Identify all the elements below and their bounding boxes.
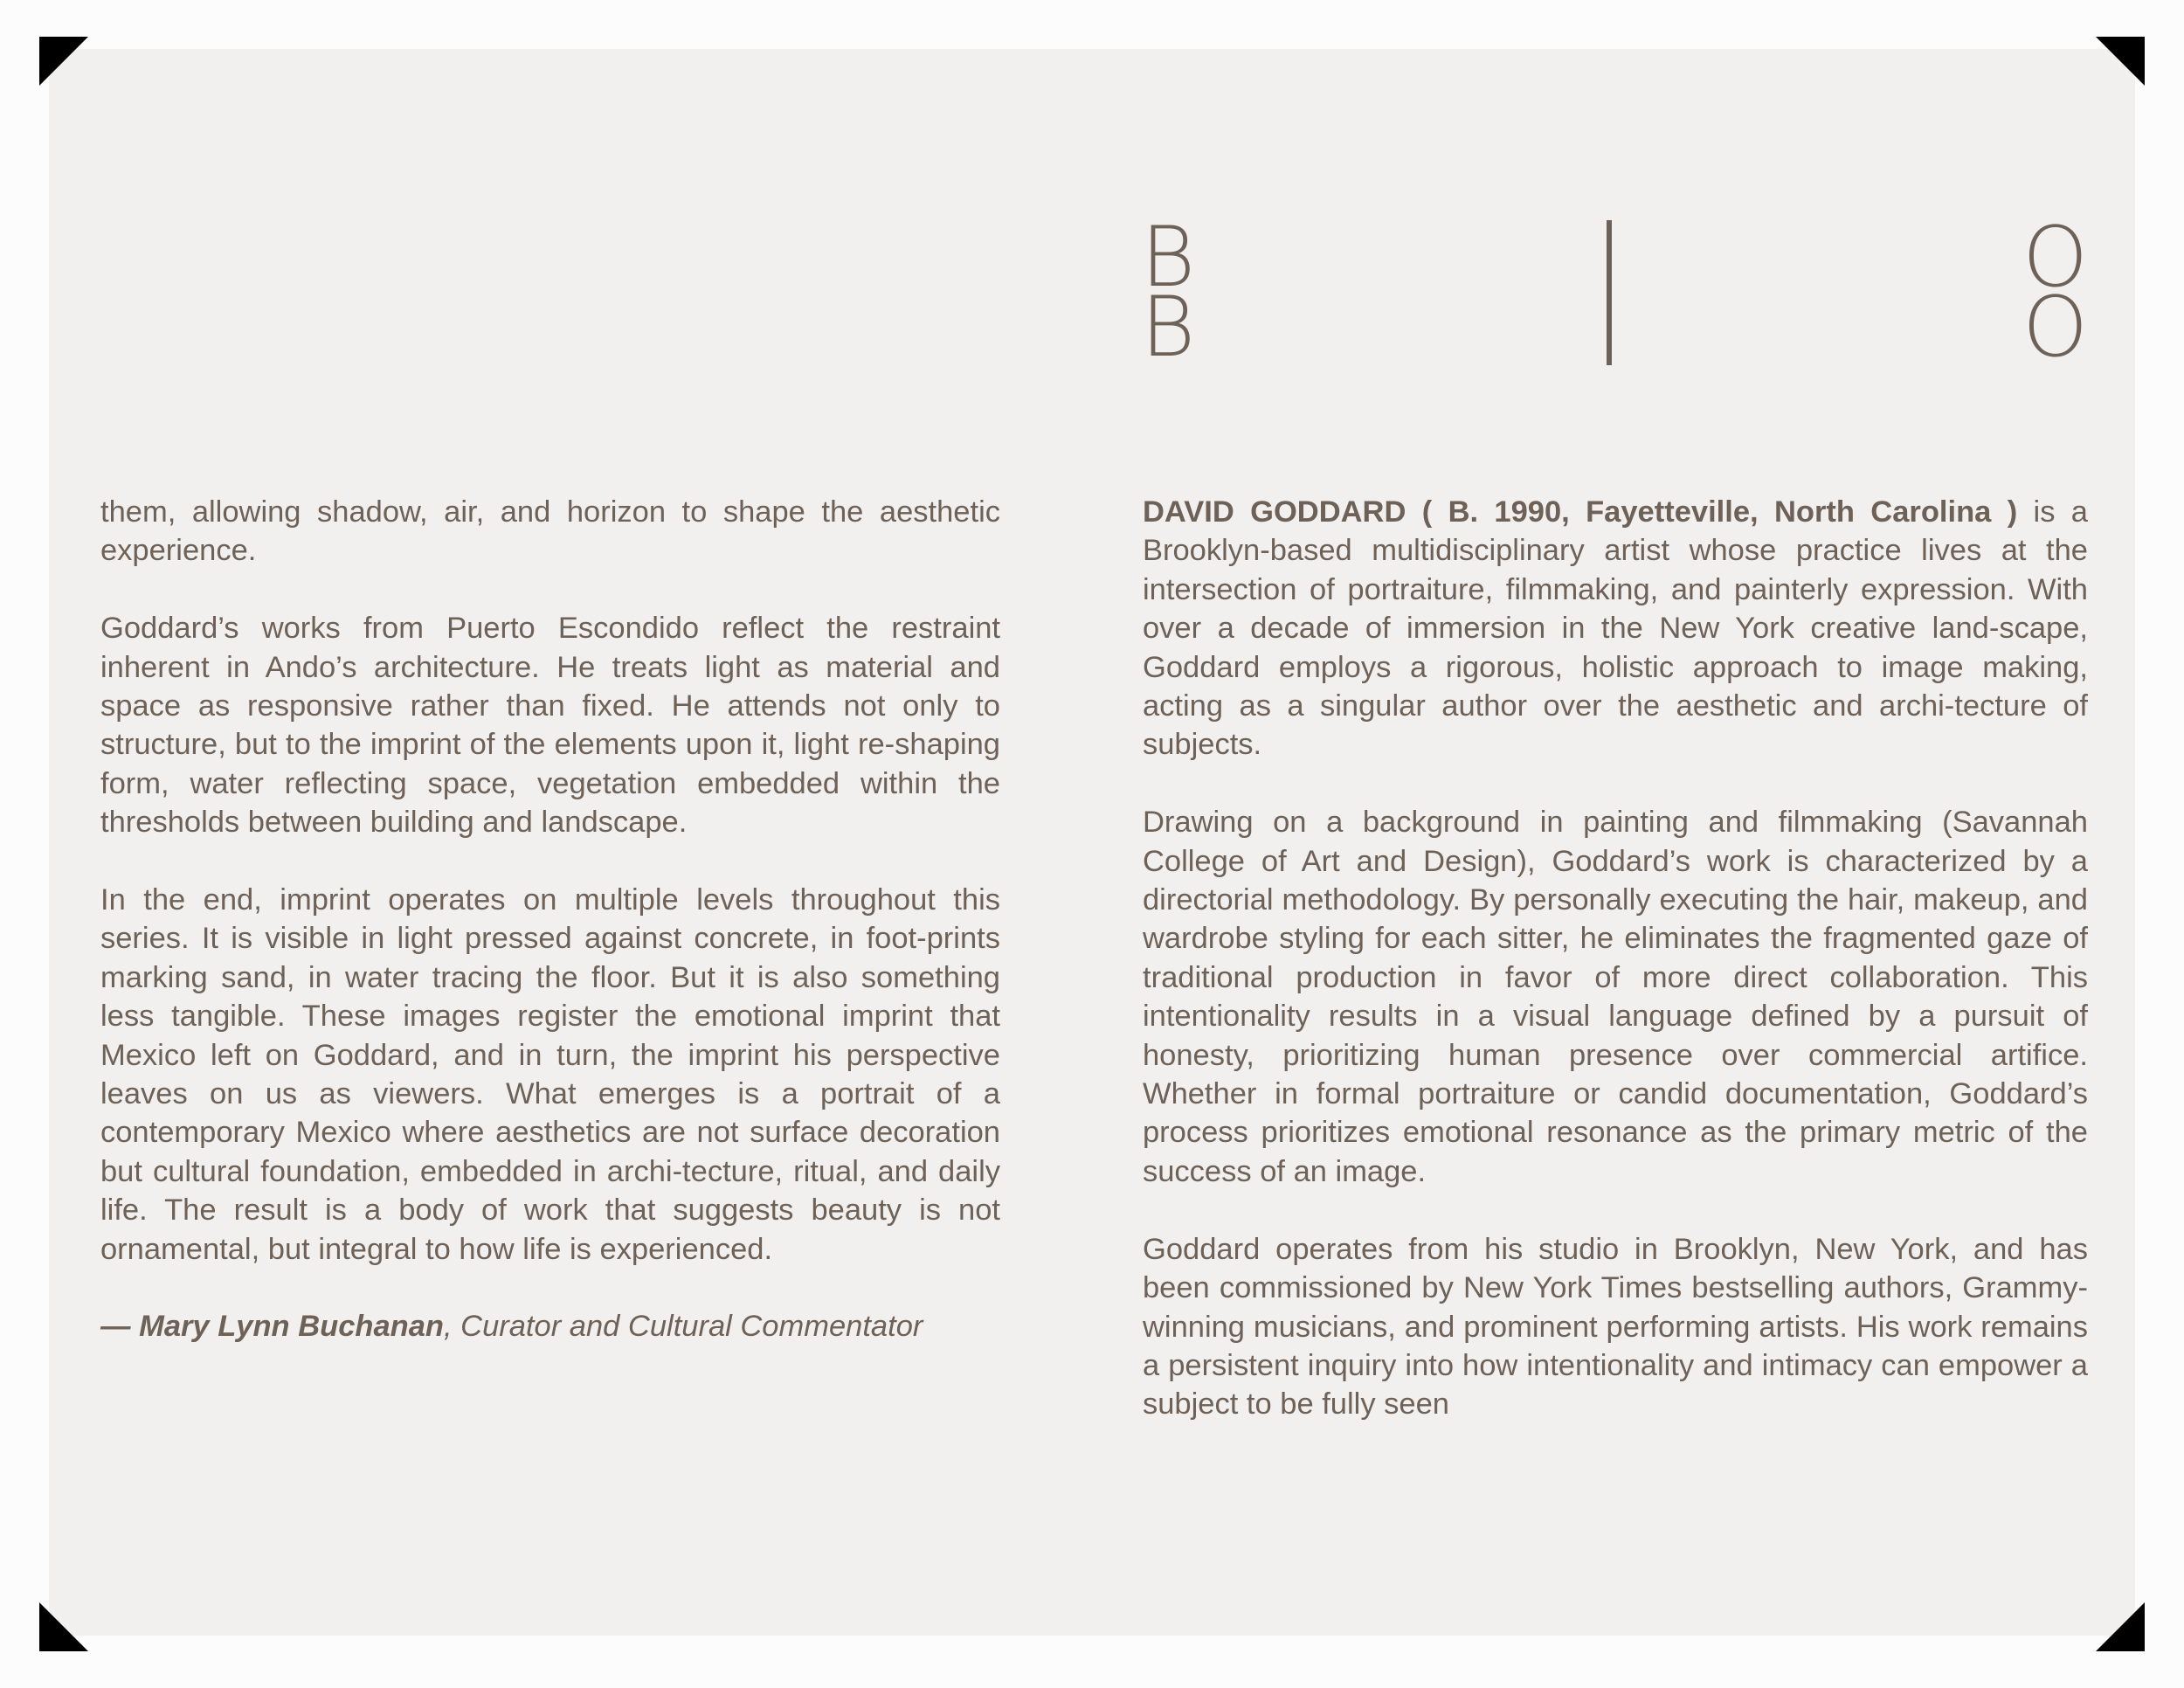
title-glyph: B — [1141, 280, 1196, 376]
corner-mark-top-left — [39, 37, 88, 86]
paragraph: In the end, imprint operates on multiple levels throughout this series. It is visible in light pressed against concrete, in foot-prints marking sand, in water tracing the floor. But it is also something less tangible. These images register the emotional imprint that Mexico left on Goddard, and in turn, the imprint his perspective leaves on us as viewers. What emerges is a portrait of a contemporary Mexico where aesthetics are not surface decoration but cultural foundation, embedded in archi-tecture, ritual, and daily life. The result is a body of work that suggests beauty is not ornamental, but integral to how life is experienced. — [100, 883, 1000, 1266]
attribution-name: — Mary Lynn Buchanan — [100, 1310, 444, 1344]
artist-name: DAVID GODDARD ( B. 1990, Fayetteville, North Carolina ) — [1143, 495, 2018, 529]
bio-intro-paragraph — [1143, 493, 2088, 764]
title-glyph: B — [1141, 210, 1196, 306]
paragraph: them, allowing shadow, air, and horizon to shape the aesthetic experience. — [100, 495, 1000, 568]
bio-intro-text: is a Brooklyn-based multidisciplinary artist whose practice lives at the intersection of portraiture, filmmaking, and painterly expression. With over a decade of immersion in the New York creative land-scape, Goddard employs a rigorous, holistic approach to image making, acting as a singular author over the aesthetic and archi-tecture of subjects. — [1143, 495, 2088, 762]
title-letter-b — [1141, 210, 1196, 376]
attribution — [100, 1307, 1000, 1346]
paragraph: Goddard’s works from Puerto Escondido reflect the restraint inherent in Ando’s architecture. He treats light as material and space as responsive rather than fixed. He attends not only to structure, but to the imprint of the elements upon it, light re-shaping form, water reflecting space, vegetation embedded within the thresholds between building and landscape. — [100, 612, 1000, 840]
title-letter-i — [1607, 220, 1612, 365]
corner-mark-top-right — [2096, 37, 2145, 86]
left-column — [100, 493, 1000, 1385]
title-glyph: O — [2022, 280, 2088, 376]
title-letter-o — [2022, 210, 2088, 376]
bio-title — [1141, 210, 2088, 376]
title-glyph: O — [2022, 210, 2088, 306]
paragraph: Goddard operates from his studio in Brooklyn, New York, and has been commissioned by New York Times bestselling authors, Grammy-winning musicians, and prominent performing artists. His work remains a persistent inquiry into how intentionality and intimacy can empower a subject to be fully seen — [1143, 1232, 2088, 1422]
corner-mark-bottom-left — [39, 1602, 88, 1651]
paragraph: Drawing on a background in painting and filmmaking (Savannah College of Art and Design), Goddard’s work is characterized by a directorial methodology. By personally executing the hair, makeup, and wardrobe styling for each sitter, he eliminates the fragmented gaze of traditional production in favor of more direct collaboration. This intentionality results in a visual language defined by a pursuit of honesty, prioritizing human presence over commercial artifice. Whether in formal portraiture or candid documentation, Goddard’s process prioritizes emotional resonance as the primary metric of the success of an image. — [1143, 806, 2088, 1188]
corner-mark-bottom-right — [2096, 1602, 2145, 1651]
attribution-role: , Curator and Cultural Commentator — [443, 1310, 923, 1344]
right-column — [1143, 493, 2088, 1463]
